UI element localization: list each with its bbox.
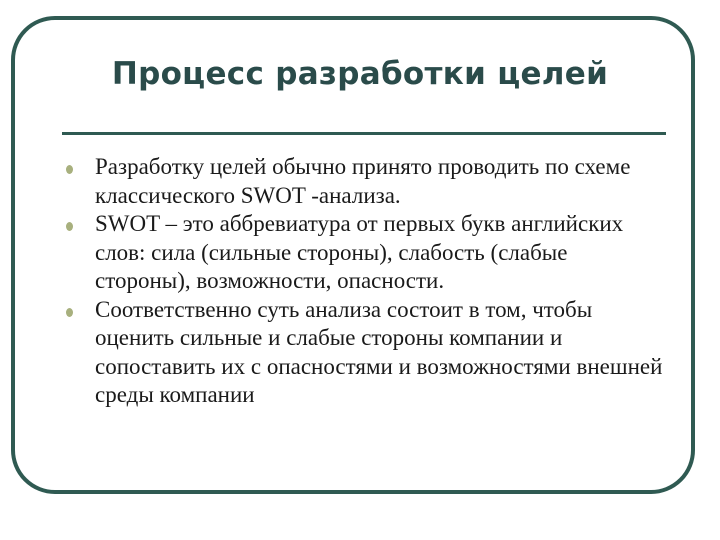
bullet-item-swot-essence xyxy=(66,296,666,410)
bullet-dot-icon xyxy=(66,308,73,317)
bullet-text: SWOT – это аббревиатура от первых букв английских слов: сила (сильные стороны), слабость (слабые стороны), возможности, опасности. xyxy=(95,211,624,293)
slide-title: Процесс разработки целей xyxy=(111,56,609,92)
bullet-dot-icon xyxy=(66,165,73,174)
bullet-item-swot-definition xyxy=(66,210,666,296)
bullet-text: Соответственно суть анализа состоит в том, чтобы оценить сильные и слабые стороны компании и сопоставить их с опасностями и возможностями внешней среды компании xyxy=(95,296,663,407)
bullet-list xyxy=(66,153,666,410)
bullet-dot-icon xyxy=(66,222,73,231)
bullet-text: Разработку целей обычно принято проводить по схеме классического SWOT -анализа. xyxy=(95,154,631,208)
title-divider xyxy=(62,132,666,135)
bullet-item-swot-method xyxy=(66,153,666,210)
